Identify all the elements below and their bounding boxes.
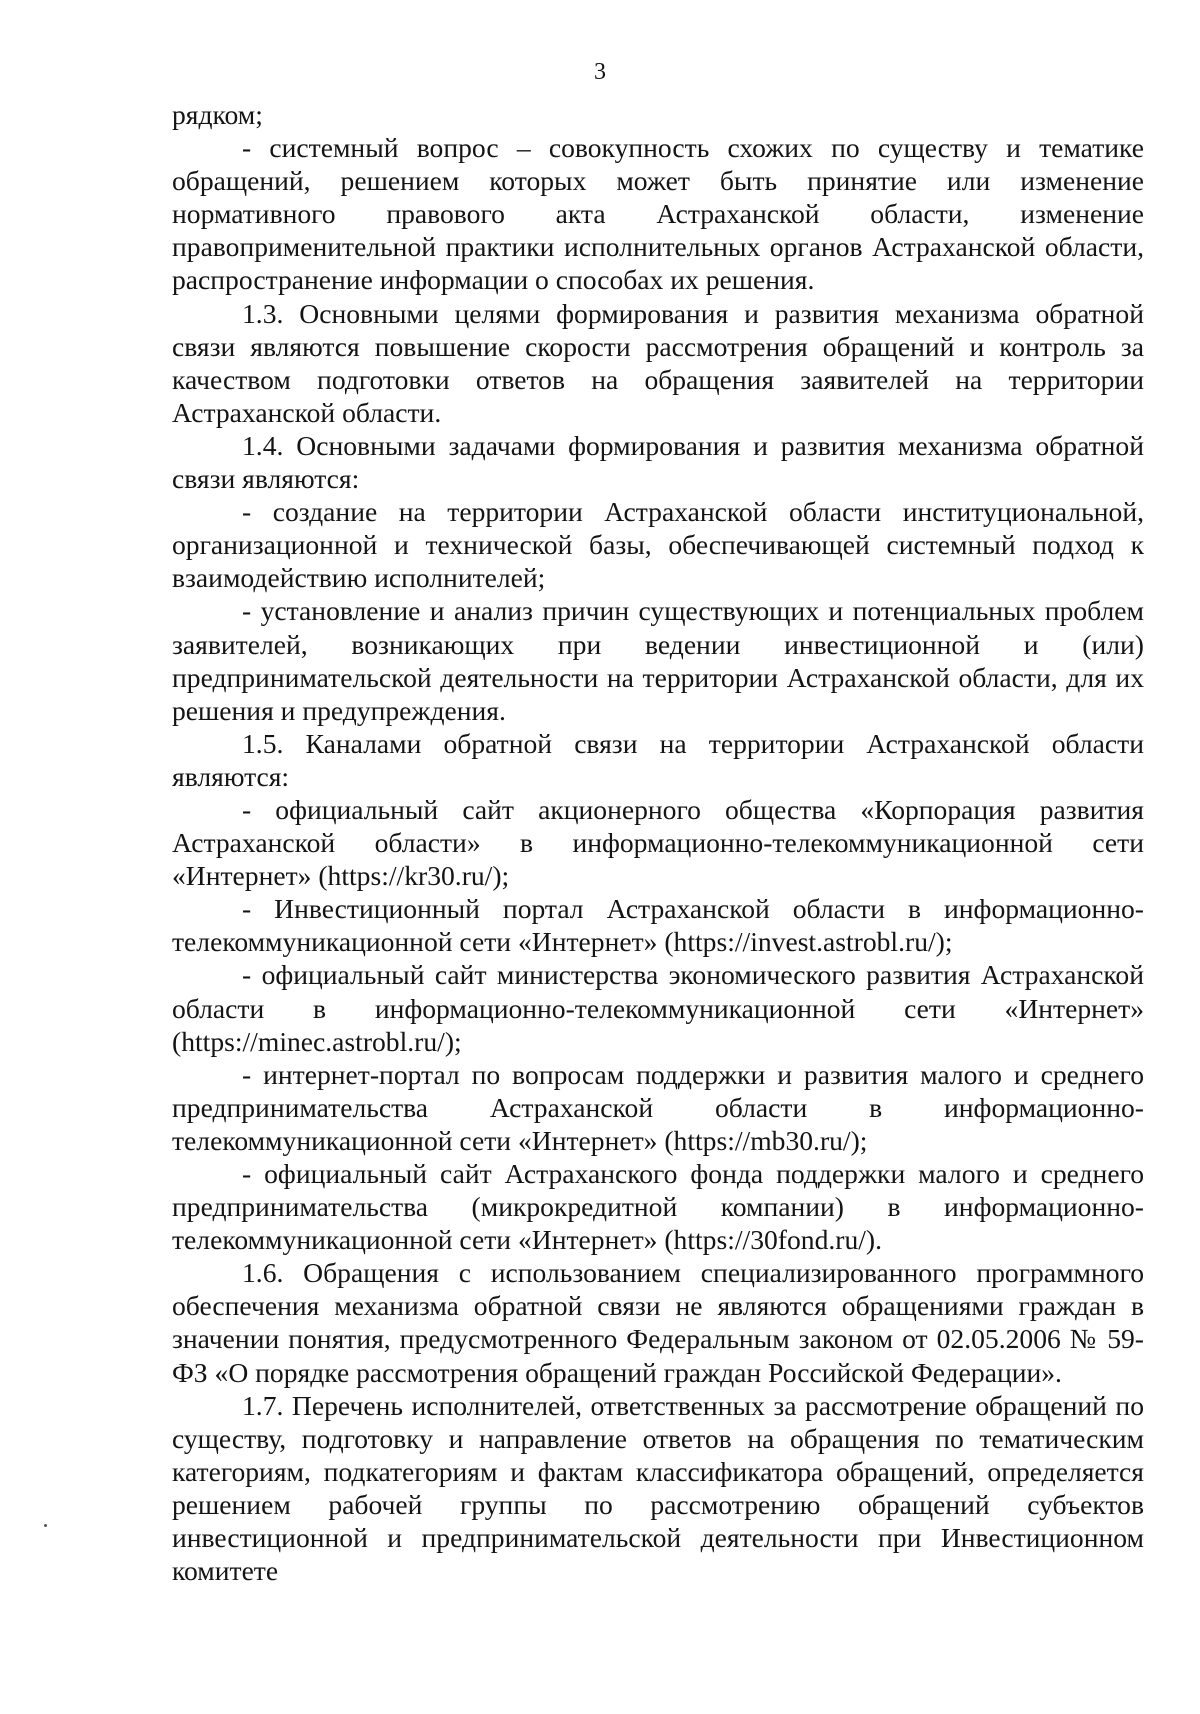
paragraph-1-5-item-2: - Инвестиционный портал Астраханской области в информационно-телекоммуникационной сети «Интернет» (https://invest.astrobl.ru/); bbox=[172, 893, 1144, 958]
paragraph-1-7: 1.7. Перечень исполнителей, ответственных за рассмотрение обращений по существу, подготовку и направление ответов на обращения по тематическим категориям, подкатегориям и фактам классификатора обращений, определяется решением рабочей группы по рассмотрению обращений субъектов инвестиционной и предпринимательской деятельности при Инвестиционном комитете bbox=[172, 1389, 1144, 1587]
paragraph-1-5-item-5: - официальный сайт Астраханского фонда поддержки малого и среднего предпринимательства (микрокредитной компании) в информационно-телекоммуникационной сети «Интернет» (https://30fond.ru/). bbox=[172, 1158, 1144, 1256]
paragraph-1-5-item-4: - интернет-портал по вопросам поддержки и развития малого и среднего предпринимательства Астраханской области в информационно-телекоммуникационной сети «Интернет» (https://mb30.ru/); bbox=[172, 1058, 1144, 1156]
paragraph-1-4-item-1: - создание на территории Астраханской области институциональной, организационной и технической базы, обеспечивающей системный подход к взаимодействию исполнителей; bbox=[172, 496, 1144, 594]
document-body bbox=[172, 98, 1144, 1587]
paragraph-1-5-item-1: - официальный сайт акционерного общества «Корпорация развития Астраханской области» в информационно-телекоммуникационной сети «Интернет» (https://kr30.ru/); bbox=[172, 793, 1144, 892]
paragraph-1-4: 1.4. Основными задачами формирования и развития механизма обратной связи являются: bbox=[172, 429, 1144, 495]
scan-speck bbox=[44, 1524, 47, 1527]
paragraph-1-5: 1.5. Каналами обратной связи на территории Астраханской области являются: bbox=[172, 727, 1144, 792]
paragraph-definition-systemic-issue: - системный вопрос – совокупность схожих по существу и тематике обращений, решением которых может быть принятие или изменение нормативного правового акта Астраханской области, изменение правоприменительной практики исполнительных органов Астраханской области, распространение информации о способах их решения. bbox=[172, 132, 1144, 296]
paragraph-1-3: 1.3. Основными целями формирования и развития механизма обратной связи являются повышение скорости рассмотрения обращений и контроль за качеством подготовки ответов на обращения заявителей на территории Астраханской области. bbox=[172, 297, 1144, 428]
page-number: 3 bbox=[594, 59, 606, 85]
paragraph-1-5-item-3: - официальный сайт министерства экономического развития Астраханской области в информационно-телекоммуникационной сети «Интернет» (https://minec.astrobl.ru/); bbox=[172, 959, 1144, 1057]
paragraph-continuation: рядком; bbox=[172, 99, 263, 130]
paragraph-1-6: 1.6. Обращения с использованием специализированного программного обеспечения механизма обратной связи не являются обращениями граждан в значении понятия, предусмотренного Федеральным законом от 02.05.2006 № 59-ФЗ «О порядке рассмотрения обращений граждан Российской Федерации». bbox=[172, 1257, 1144, 1388]
paragraph-1-4-item-2: - установление и анализ причин существующих и потенциальных проблем заявителей, возникающих при ведении инвестиционной и (или) предпринимательской деятельности на территории Астраханской области, для их решения и предупреждения. bbox=[172, 595, 1144, 726]
